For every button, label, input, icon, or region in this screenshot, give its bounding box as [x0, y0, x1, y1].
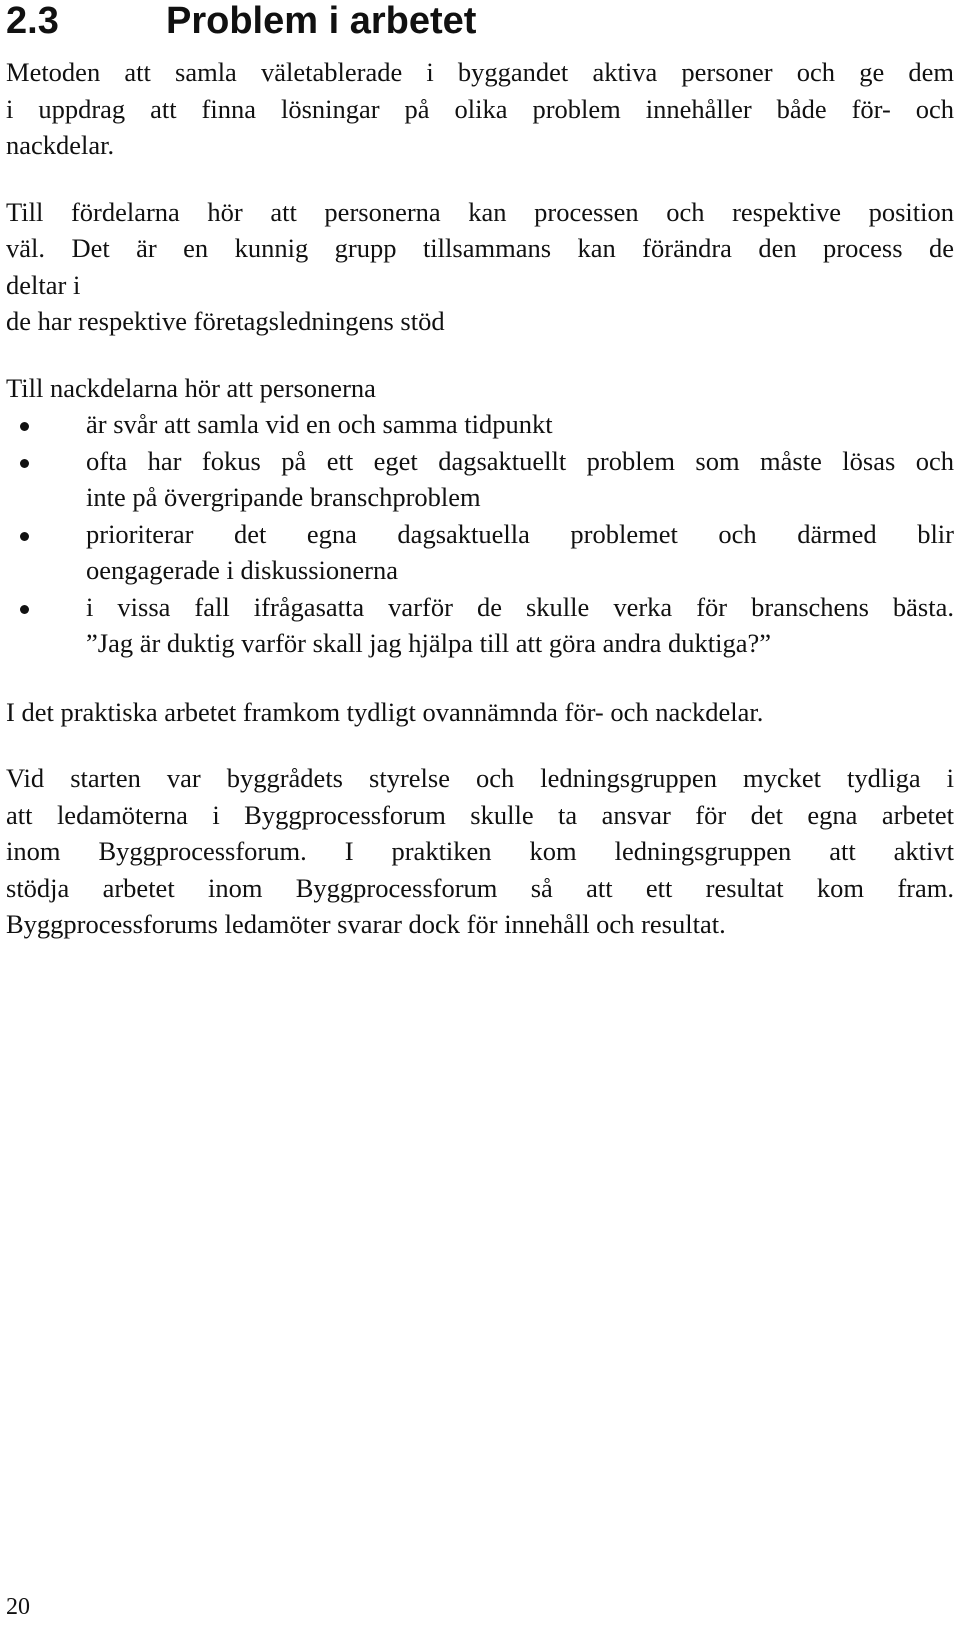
text-line: stödja arbetet inom Byggprocessforum så att ett resultat kom fram. — [6, 872, 954, 903]
text-line: ofta har fokus på ett eget dagsaktuellt problem som måste lösas och — [86, 445, 954, 476]
text-line: i uppdrag att finna lösningar på olika problem innehåller både för- och — [6, 93, 954, 124]
text-line: deltar i — [6, 269, 81, 300]
list-item — [6, 589, 954, 662]
practical-paragraph — [6, 694, 954, 731]
text-line: I det praktiska arbetet framkom tydligt ovannämnda för- och nackdelar. — [6, 696, 764, 727]
text-line: Till fördelarna hör att personerna kan processen och respektive position — [6, 196, 954, 227]
text-line: väl. Det är en kunnig grupp tillsammans kan förändra den process de — [6, 233, 954, 263]
section-heading — [6, 0, 954, 42]
list-item — [6, 516, 954, 589]
text-line: Vid starten var byggrådets styrelse och ledningsgruppen mycket tydliga i — [6, 763, 954, 793]
advantages-paragraph — [6, 194, 954, 340]
section-number: 2.3 — [6, 0, 59, 42]
text-line: de har respektive företagsledningens stöd — [6, 306, 445, 336]
text-line: Till nackdelarna hör att personerna — [6, 372, 376, 403]
bullet-icon — [20, 532, 29, 541]
intro-paragraph — [6, 54, 954, 164]
text-line: i vissa fall ifrågasatta varför de skulle verka för branschens bästa. — [86, 591, 954, 622]
bullet-icon — [20, 605, 29, 614]
text-line: inte på övergripande branschproblem — [86, 482, 481, 512]
text-line: Byggprocessforums ledamöter svarar dock för innehåll och resultat. — [6, 909, 726, 939]
disadvantages-list — [6, 406, 954, 662]
text-line: prioriterar det egna dagsaktuella problemet och därmed blir — [86, 518, 954, 549]
closing-paragraph — [6, 760, 954, 943]
text-line: att ledamöterna i Byggprocessforum skulle ta ansvar för det egna arbetet — [6, 799, 954, 830]
text-line: oengagerade i diskussionerna — [86, 555, 399, 585]
disadvantages-intro — [6, 370, 954, 407]
text-line: Metoden att samla väletablerade i byggandet aktiva personer och ge dem — [6, 57, 954, 87]
page-number: 20 — [6, 1594, 30, 1620]
list-item — [6, 406, 954, 443]
bullet-icon — [20, 422, 29, 431]
text-line: ”Jag är duktig varför skall jag hjälpa till att göra andra duktiga?” — [86, 628, 772, 658]
section-title: Problem i arbetet — [166, 0, 477, 42]
text-line: är svår att samla vid en och samma tidpunkt — [86, 409, 553, 439]
text-line: inom Byggprocessforum. I praktiken kom ledningsgruppen att aktivt — [6, 836, 954, 866]
text-line: nackdelar. — [6, 130, 115, 160]
list-item — [6, 443, 954, 516]
document-page — [6, 0, 954, 943]
bullet-icon — [20, 459, 29, 468]
